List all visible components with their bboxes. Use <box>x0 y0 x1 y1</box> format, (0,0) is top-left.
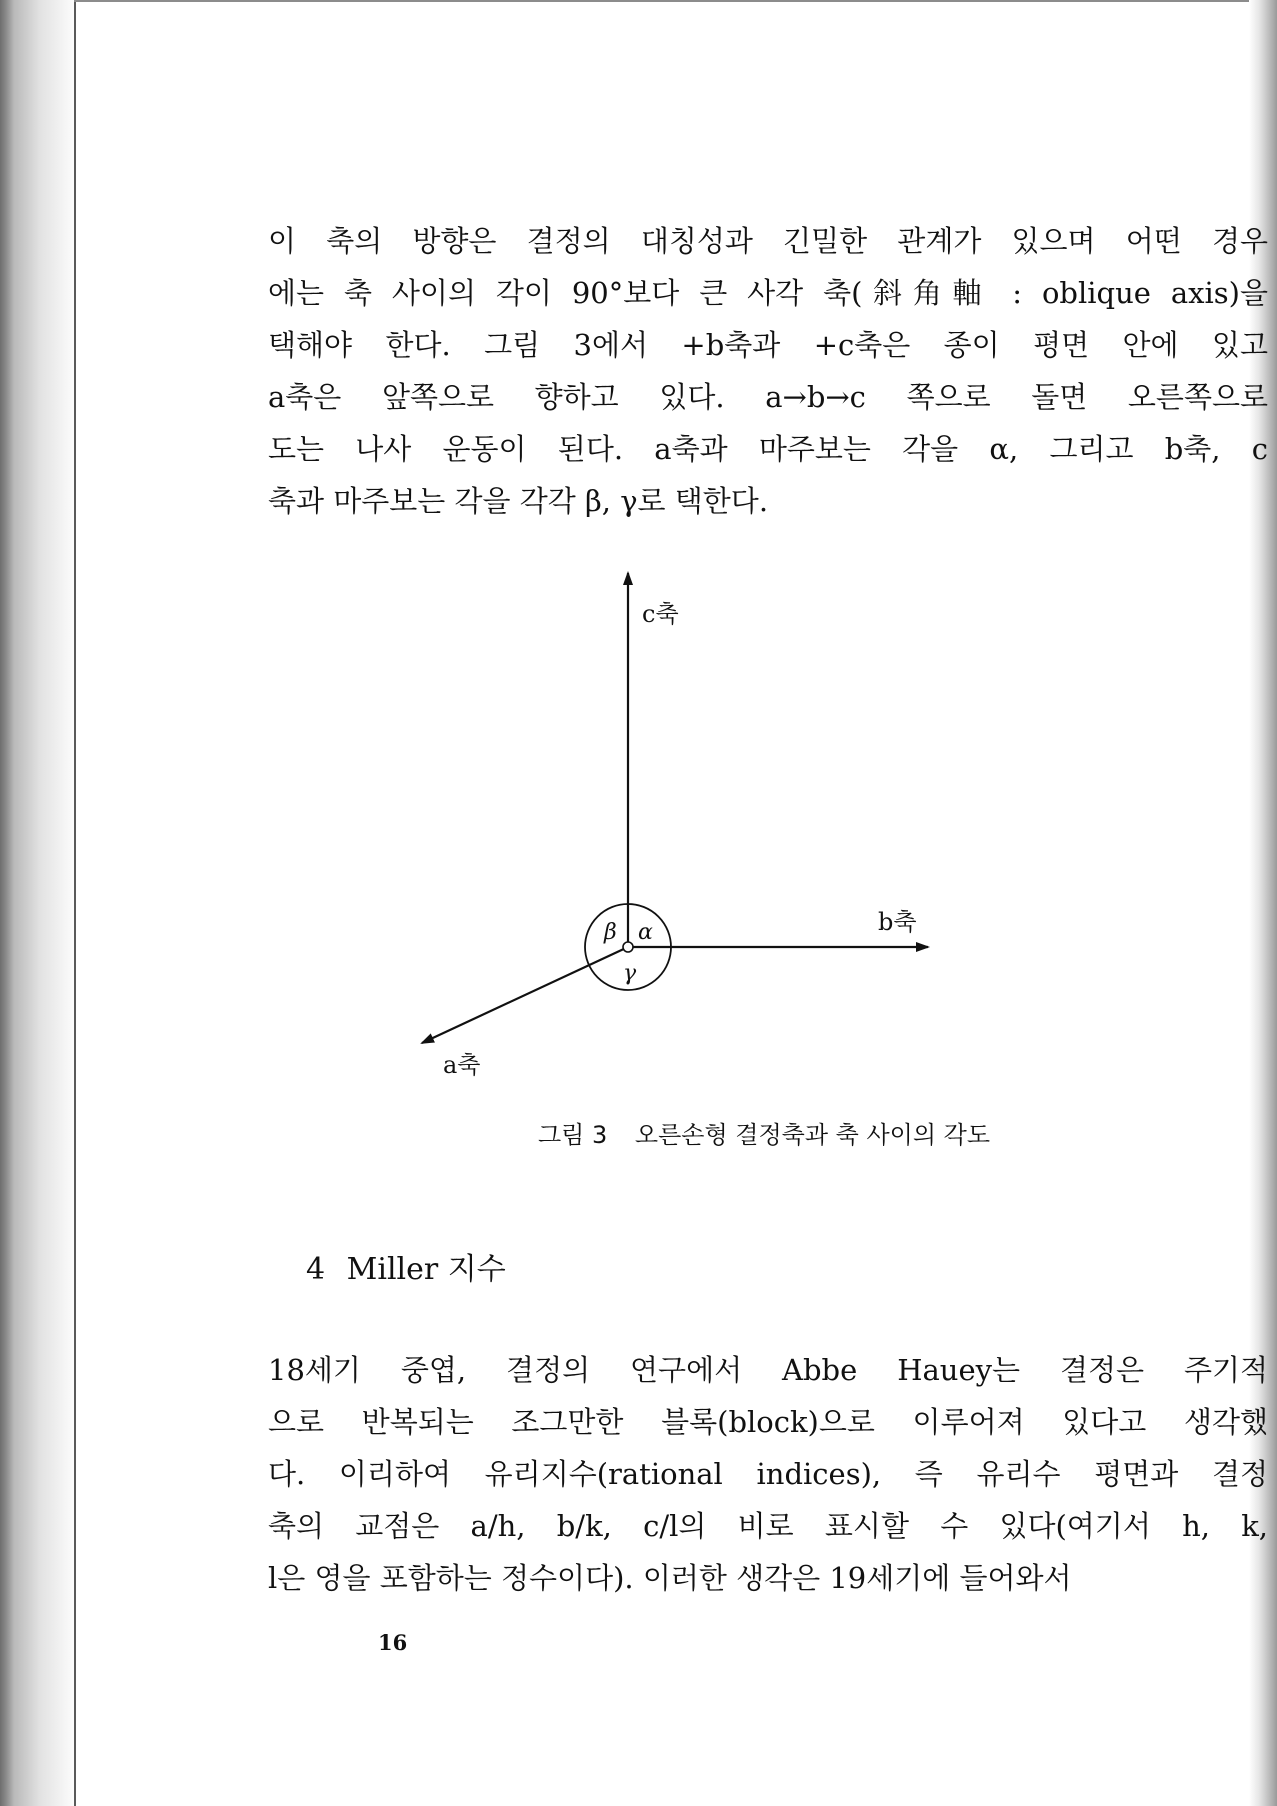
axes-diagram <box>408 552 1108 1102</box>
paragraph-line: 다. 이리하여 유리지수(rational indices), 즉 유리수 평면과 결정 <box>268 1457 1268 1491</box>
c-axis-label: c축 <box>642 600 679 628</box>
page-shadow-left <box>0 0 78 1806</box>
book-page <box>78 2 1268 1804</box>
alpha-angle-label: α <box>638 920 653 945</box>
paragraph-line: 택해야 한다. 그림 3에서 +b축과 +c축은 종이 평면 안에 있고 <box>268 328 1268 362</box>
paragraph-line: 축의 교점은 a/h, b/k, c/l의 비로 표시할 수 있다(여기서 h, k, <box>268 1509 1268 1543</box>
page-number: 16 <box>378 1630 408 1655</box>
page-edge <box>74 0 76 1806</box>
section-heading <box>306 1244 506 1288</box>
paragraph-line: a축은 앞쪽으로 향하고 있다. a→b→c 쪽으로 돌면 오른쪽으로 <box>268 380 1268 414</box>
figure-caption-text: 오른손형 결정축과 축 사이의 각도 <box>634 1121 991 1149</box>
figure-caption <box>538 1115 990 1150</box>
a-axis-label: a축 <box>443 1051 481 1079</box>
figure-number: 그림 3 <box>538 1121 608 1149</box>
a-axis-line <box>422 947 628 1043</box>
paragraph-line: 축과 마주보는 각을 각각 β, γ로 택한다. <box>268 484 769 518</box>
section-number: 4 <box>306 1252 326 1287</box>
paragraph-axes <box>268 215 1268 527</box>
beta-angle-label: β <box>604 920 617 945</box>
section-title: Miller 지수 <box>346 1252 506 1287</box>
paragraph-line: 도는 나사 운동이 된다. a축과 마주보는 각을 α, 그리고 b축, c <box>268 432 1268 466</box>
paragraph-miller <box>268 1344 1268 1604</box>
origin-point <box>623 942 633 952</box>
paragraph-line: l은 영을 포함하는 정수이다). 이러한 생각은 19세기에 들어와서 <box>268 1561 1072 1595</box>
paragraph-line: 으로 반복되는 조그만한 블록(block)으로 이루어져 있다고 생각했 <box>268 1405 1268 1439</box>
paragraph-line: 18세기 중엽, 결정의 연구에서 Abbe Hauey는 결정은 주기적 <box>268 1353 1268 1387</box>
b-axis-label: b축 <box>878 908 917 936</box>
gamma-angle-label: γ <box>623 961 637 986</box>
paragraph-line: 에는 축 사이의 각이 90°보다 큰 사각 축(斜角軸 : oblique axis)을 <box>268 276 1268 310</box>
paragraph-line: 이 축의 방향은 결정의 대칭성과 긴밀한 관계가 있으며 어떤 경우 <box>268 224 1268 258</box>
crystal-axes-figure <box>408 552 1108 1102</box>
